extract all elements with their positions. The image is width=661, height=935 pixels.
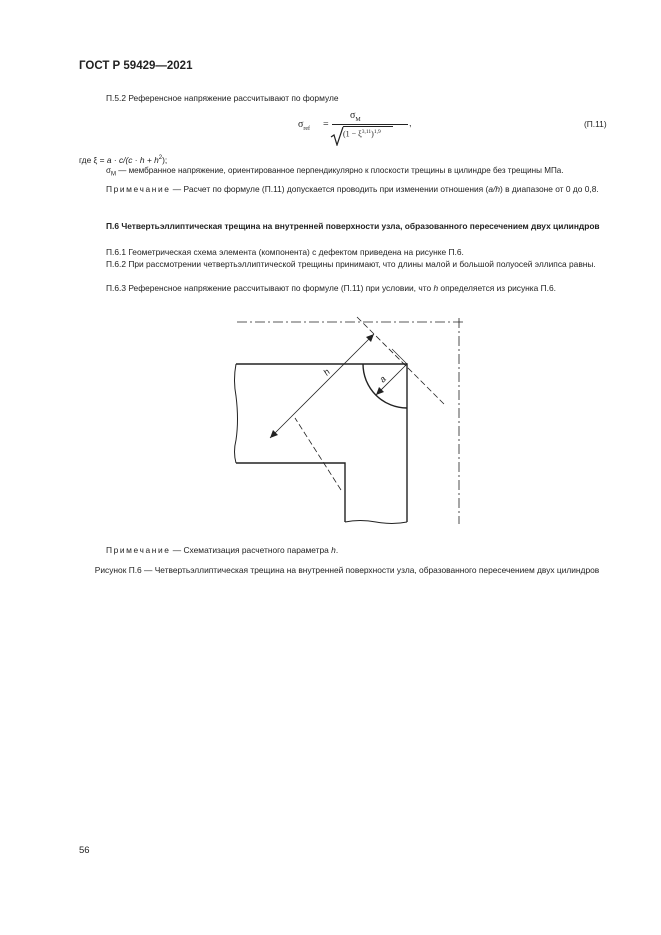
note-2: Примечание — Схематизация расчетного параметра h.: [106, 545, 339, 555]
document-header: ГОСТ Р 59429—2021: [79, 60, 193, 72]
label-a: a: [377, 373, 388, 385]
note-1: Примечание — Расчет по формуле (П.11) допускается проводить при изменении отношения (a/h) в диапазоне от 0 до 0,8.: [106, 184, 599, 194]
where-line2: $\sigma_M$ — мембранное напряжение, ориентированное перпендикулярно к плоскости трещины в цилиндре без трещины МПа.: [106, 166, 564, 178]
formula-lhs: $\sigma_{ref}$: [298, 119, 311, 132]
break-line-bottom: [345, 521, 407, 524]
paragraph-p63: П.6.3 Референсное напряжение рассчитывают по формуле (П.11) при условии, что h определяется из рисунка П.6.: [106, 283, 556, 293]
paragraph-p52: П.5.2 Референсное напряжение рассчитывают по формуле: [106, 93, 339, 103]
equation-number: (П.11): [584, 119, 607, 129]
formula-denominator: $(1 - \xi^{3,11})^{1,9}$: [343, 129, 381, 139]
diagonal-dashed-line: [357, 317, 446, 406]
formula-equals: =: [323, 119, 329, 130]
figure-caption: Рисунок П.6 — Четвертьэллиптическая трещина на внутренней поверхности узла, образованного пересечением двух цилиндров: [94, 565, 600, 575]
component-outline-inner: [236, 463, 345, 522]
extension-line-bottom: [295, 418, 341, 490]
dimension-line-h: [270, 334, 374, 438]
label-h: h: [321, 366, 332, 378]
formula-comma: ,: [409, 118, 412, 128]
extension-line-top: [392, 349, 407, 364]
component-outline: [236, 364, 407, 522]
break-line-left: [235, 364, 238, 463]
paragraph-p61: П.6.1 Геометрическая схема элемента (компонента) с дефектом приведена на рисунке П.6.: [106, 247, 464, 257]
where-line1: где $\xi = a \cdot c/(c \cdot h + h^2)$;: [79, 154, 168, 165]
page-number: 56: [79, 845, 90, 856]
formula-numerator: $\sigma_M$: [350, 110, 361, 123]
section-p6-title: П.6 Четвертьэллиптическая трещина на внутренней поверхности узла, образованного пересечением двух цилиндров: [106, 221, 600, 231]
paragraph-p62: П.6.2 При рассмотрении четвертьэллиптической трещины принимают, что длины малой и большой полуосей эллипса равны.: [106, 259, 596, 269]
